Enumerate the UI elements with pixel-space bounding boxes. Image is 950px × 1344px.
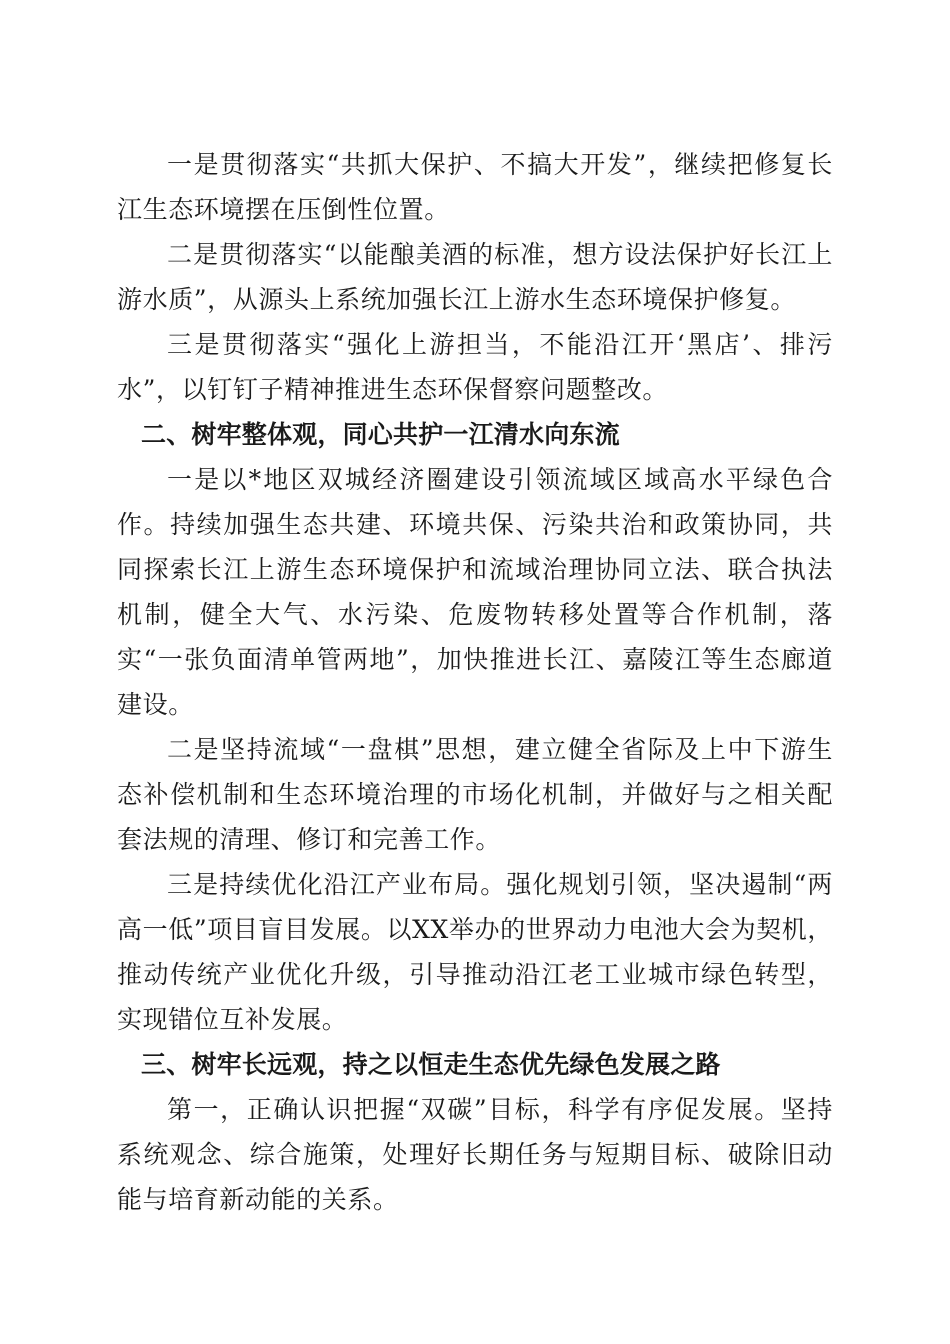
section-heading-2: 二、树牢整体观，同心共护一江清水向东流 bbox=[141, 420, 620, 449]
document-body bbox=[117, 142, 833, 1222]
paragraph-twin-city-cooperation: 一是以*地区双城经济圈建设引领流域区域高水平绿色合作。持续加强生态共建、环境共保、污染共治和政策协同，共同探索长江上游生态环境保护和流域治理协同立法、联合执法机制，健全大气、水污染、危废物转移处置等合作机制，落实“一张负面清单管两地”，加快推进长江、嘉陵江等生态廊道建设。 bbox=[117, 465, 833, 719]
paragraph-industry-layout: 三是持续优化沿江产业布局。强化规划引领，坚决遏制“两高一低”项目盲目发展。以XX举办的世界动力电池大会为契机，推动传统产业优化升级，引导推动沿江老工业城市绿色转型，实现错位互补发展。 bbox=[117, 870, 833, 1034]
paragraph-implement-protection: 一是贯彻落实“共抓大保护、不搞大开发”，继续把修复长江生态环境摆在压倒性位置。 bbox=[117, 150, 833, 224]
paragraph-basin-coordination: 二是坚持流域“一盘棋”思想，建立健全省际及上中下游生态补偿机制和生态环境治理的市场化机制，并做好与之相关配套法规的清理、修订和完善工作。 bbox=[117, 735, 833, 854]
paragraph-water-quality: 二是贯彻落实“以能酿美酒的标准，想方设法保护好长江上游水质”，从源头上系统加强长江上游水生态环境保护修复。 bbox=[117, 240, 833, 314]
paragraph-upstream-responsibility: 三是贯彻落实“强化上游担当，不能沿江开‘黑店’、排污水”，以钉钉子精神推进生态环保督察问题整改。 bbox=[117, 330, 833, 404]
paragraph-dual-carbon: 第一，正确认识把握“双碳”目标，科学有序促发展。坚持系统观念、综合施策，处理好长期任务与短期目标、破除旧动能与培育新动能的关系。 bbox=[117, 1095, 833, 1214]
section-heading-3: 三、树牢长远观，持之以恒走生态优先绿色发展之路 bbox=[141, 1050, 721, 1079]
